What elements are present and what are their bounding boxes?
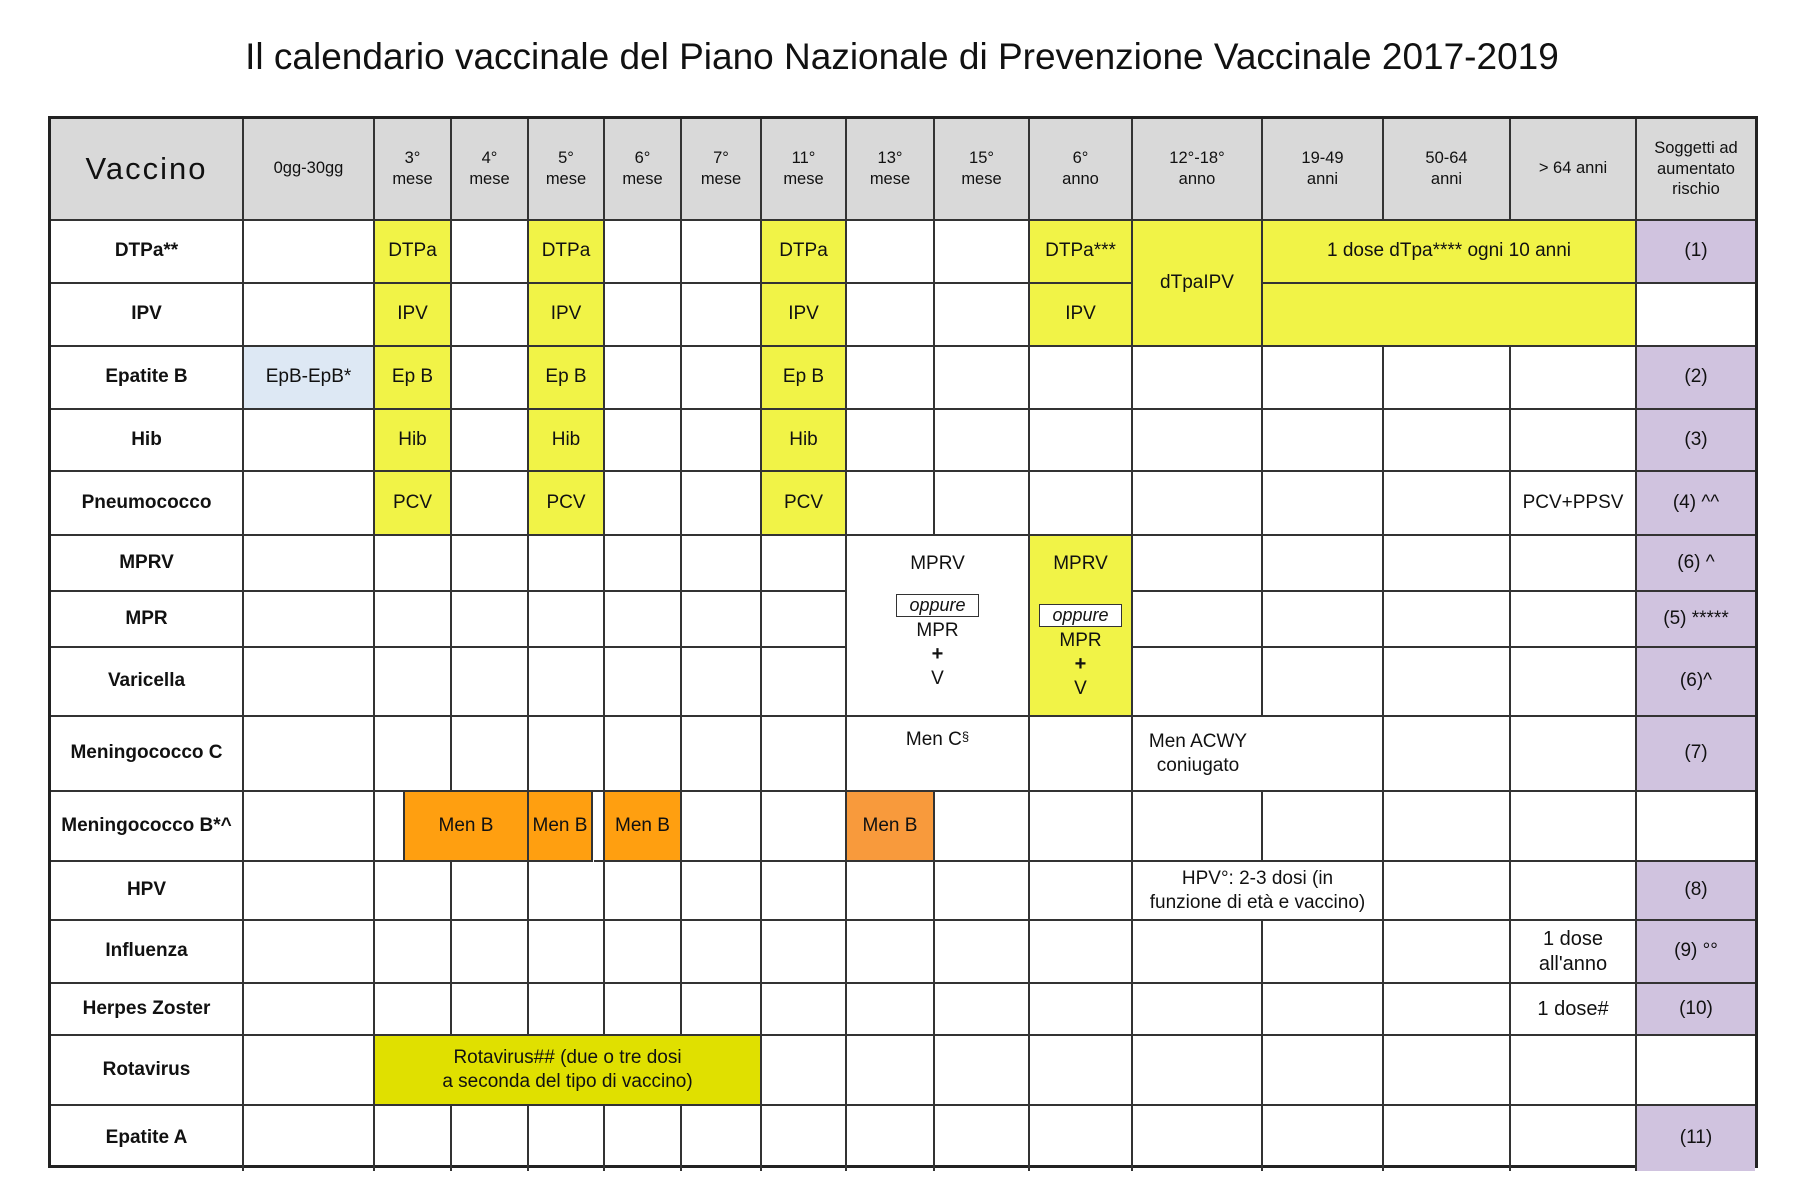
dose-rotavirus: Rotavirus## (due o tre dosi a seconda del tipo di vaccino) xyxy=(375,1036,762,1106)
header-6-anno: 6° anno xyxy=(1030,119,1133,221)
cell-empty xyxy=(244,648,375,717)
dose-dtpa-6y: DTPa*** xyxy=(1030,221,1133,284)
dose-pcv-3m: PCV xyxy=(375,472,452,536)
cell-empty xyxy=(762,717,847,792)
cell-empty xyxy=(1511,410,1637,472)
cell-empty xyxy=(244,1036,375,1106)
cell-empty xyxy=(244,472,375,536)
oppure-label: oppure xyxy=(896,594,978,617)
cell-empty xyxy=(605,921,682,984)
cell-empty xyxy=(1511,1036,1637,1106)
cell-empty xyxy=(1511,862,1637,921)
cell-empty xyxy=(529,536,605,592)
cell-empty xyxy=(1637,792,1755,862)
risk-note-dtpa: (1) xyxy=(1637,221,1755,284)
cell-empty xyxy=(762,1036,847,1106)
cell-empty xyxy=(605,717,682,792)
cell-empty xyxy=(452,284,529,347)
risk-note-mprv: (6) ^ xyxy=(1637,536,1755,592)
cell-empty xyxy=(1384,921,1511,984)
dose-dtpa-adult-booster: 1 dose dTpa**** ogni 10 anni xyxy=(1263,221,1637,284)
cell-empty xyxy=(375,717,452,792)
cell-empty xyxy=(1133,921,1263,984)
row-label-hpv: HPV xyxy=(51,862,244,921)
header-12-18-anno: 12°-18° anno xyxy=(1133,119,1263,221)
cell-empty xyxy=(1511,1106,1637,1171)
cell-empty xyxy=(1263,347,1384,410)
cell-empty xyxy=(452,221,529,284)
cell-empty xyxy=(375,1106,452,1171)
cell-empty xyxy=(452,536,529,592)
cell-empty xyxy=(1133,536,1263,592)
cell-empty xyxy=(1511,717,1637,792)
risk-note-epb: (2) xyxy=(1637,347,1755,410)
dose-hib-11m: Hib xyxy=(762,410,847,472)
cell-empty xyxy=(762,984,847,1036)
cell-empty xyxy=(682,347,762,410)
cell-empty xyxy=(244,592,375,648)
row-label-pneumococco: Pneumococco xyxy=(51,472,244,536)
cell-empty xyxy=(762,921,847,984)
dose-dtpaipv-12-18y: dTpaIPV xyxy=(1133,221,1263,347)
cell-empty xyxy=(1133,347,1263,410)
cell-empty xyxy=(847,862,935,921)
cell-empty xyxy=(1133,472,1263,536)
cell-empty xyxy=(452,717,529,792)
cell-empty xyxy=(1133,410,1263,472)
cell-empty xyxy=(682,862,762,921)
cell-empty xyxy=(847,347,935,410)
cell-empty xyxy=(452,984,529,1036)
header-13-mese: 13° mese xyxy=(847,119,935,221)
dose-mpr-v-alt-6y xyxy=(1030,592,1133,717)
cell-empty xyxy=(244,984,375,1036)
header-4-mese: 4° mese xyxy=(452,119,529,221)
header-5-mese: 5° mese xyxy=(529,119,605,221)
cell-empty xyxy=(847,921,935,984)
cell-empty xyxy=(375,921,452,984)
cell-empty xyxy=(1384,472,1511,536)
cell-empty xyxy=(375,862,452,921)
cell-empty xyxy=(1263,592,1384,648)
cell-empty xyxy=(682,410,762,472)
row-label-dtpa: DTPa** xyxy=(51,221,244,284)
cell-empty xyxy=(452,921,529,984)
header-soggetti-rischio: Soggetti ad aumentato rischio xyxy=(1637,119,1755,221)
cell-empty xyxy=(1030,717,1133,792)
dose-zoster-over64: 1 dose# xyxy=(1511,984,1637,1036)
cell-empty xyxy=(529,648,605,717)
cell-empty xyxy=(762,792,847,862)
cell-empty xyxy=(244,921,375,984)
cell-empty xyxy=(1384,1106,1511,1171)
header-15-mese: 15° mese xyxy=(935,119,1030,221)
dose-mprv-13-15m: MPRV xyxy=(847,536,1030,592)
cell-empty xyxy=(847,410,935,472)
cell-empty xyxy=(605,284,682,347)
cell-empty xyxy=(529,921,605,984)
dose-mpr-v-alt-13-15m xyxy=(847,592,1030,717)
cell-empty xyxy=(375,536,452,592)
cell-empty xyxy=(1263,410,1384,472)
cell-empty xyxy=(244,536,375,592)
cell-empty xyxy=(847,1106,935,1171)
cell-empty xyxy=(1263,984,1384,1036)
header-7-mese: 7° mese xyxy=(682,119,762,221)
risk-note-epa: (11) xyxy=(1637,1106,1755,1171)
cell-empty xyxy=(847,1036,935,1106)
cell-empty xyxy=(935,472,1030,536)
risk-note-varicella: (6)^ xyxy=(1637,648,1755,717)
dose-hpv-12-18y: HPV°: 2-3 dosi (in funzione di età e vaccino) xyxy=(1133,862,1384,921)
cell-empty xyxy=(375,648,452,717)
cell-empty xyxy=(452,347,529,410)
cell-empty xyxy=(682,648,762,717)
row-label-rotavirus: Rotavirus xyxy=(51,1036,244,1106)
cell-empty xyxy=(452,410,529,472)
dose-pcv-5m: PCV xyxy=(529,472,605,536)
cell-empty xyxy=(1263,792,1384,862)
cell-empty xyxy=(605,984,682,1036)
cell-empty xyxy=(1263,921,1384,984)
cell-empty xyxy=(935,347,1030,410)
dose-ipv-5m: IPV xyxy=(529,284,605,347)
cell-empty xyxy=(452,472,529,536)
cell-empty xyxy=(1133,984,1263,1036)
cell-empty xyxy=(1030,1106,1133,1171)
mpr-label: MPR xyxy=(1059,629,1102,651)
cell-empty xyxy=(682,984,762,1036)
cell-empty xyxy=(594,792,605,862)
dose-dtpa-3m: DTPa xyxy=(375,221,452,284)
cell-empty xyxy=(1030,921,1133,984)
cell-empty xyxy=(1637,284,1755,347)
cell-empty xyxy=(682,472,762,536)
cell-empty xyxy=(847,221,935,284)
cell-empty xyxy=(605,410,682,472)
cell-empty xyxy=(1511,347,1637,410)
row-label-influenza: Influenza xyxy=(51,921,244,984)
cell-empty xyxy=(682,284,762,347)
cell-empty xyxy=(762,592,847,648)
dose-epb-11m: Ep B xyxy=(762,347,847,410)
dose-epb-3m: Ep B xyxy=(375,347,452,410)
cell-empty xyxy=(1263,1036,1384,1106)
dose-menb-2: Men B xyxy=(529,792,593,862)
cell-empty xyxy=(1263,648,1384,717)
cell-empty xyxy=(1511,792,1637,862)
cell-empty xyxy=(1263,536,1384,592)
cell-empty xyxy=(682,1106,762,1171)
cell-empty xyxy=(1263,717,1384,792)
row-label-ipv: IPV xyxy=(51,284,244,347)
cell-empty xyxy=(682,221,762,284)
v-label: V xyxy=(1074,678,1087,700)
row-label-meningococco-c: Meningococco C xyxy=(51,717,244,792)
cell-empty xyxy=(244,410,375,472)
risk-note-zoster: (10) xyxy=(1637,984,1755,1036)
cell-empty xyxy=(935,1036,1030,1106)
risk-note-hpv: (8) xyxy=(1637,862,1755,921)
cell-empty xyxy=(1637,1036,1755,1106)
dose-ipv-adult-band xyxy=(1263,284,1637,347)
cell-empty xyxy=(1133,792,1263,862)
risk-note-menc: (7) xyxy=(1637,717,1755,792)
risk-note-flu: (9) °° xyxy=(1637,921,1755,984)
cell-empty xyxy=(605,1106,682,1171)
dose-ipv-11m: IPV xyxy=(762,284,847,347)
header-over-64-anni: > 64 anni xyxy=(1511,119,1637,221)
cell-empty xyxy=(935,221,1030,284)
dose-flu-over64: 1 dose all'anno xyxy=(1511,921,1637,984)
mpr-label: MPR xyxy=(916,619,959,641)
cell-empty xyxy=(605,221,682,284)
plus-sign: + xyxy=(1074,653,1087,676)
cell-empty xyxy=(605,536,682,592)
header-0-30gg: 0gg-30gg xyxy=(244,119,375,221)
v-label: V xyxy=(931,668,944,690)
cell-empty xyxy=(935,921,1030,984)
cell-empty xyxy=(244,792,375,862)
cell-empty xyxy=(529,1106,605,1171)
cell-empty xyxy=(1030,862,1133,921)
dose-menb-3: Men B xyxy=(605,792,682,862)
cell-empty xyxy=(682,792,762,862)
header-19-49-anni: 19-49 anni xyxy=(1263,119,1384,221)
row-label-mprv: MPRV xyxy=(51,536,244,592)
cell-empty xyxy=(847,284,935,347)
cell-empty xyxy=(1384,648,1511,717)
dose-ipv-6y: IPV xyxy=(1030,284,1133,347)
cell-empty xyxy=(529,984,605,1036)
risk-note-pneumo: (4) ^^ xyxy=(1637,472,1755,536)
dose-hib-5m: Hib xyxy=(529,410,605,472)
cell-empty xyxy=(244,221,375,284)
dose-mprv-6y: MPRV xyxy=(1030,536,1133,592)
cell-empty xyxy=(375,984,452,1036)
cell-empty xyxy=(1030,1036,1133,1106)
dose-hib-3m: Hib xyxy=(375,410,452,472)
header-3-mese: 3° mese xyxy=(375,119,452,221)
dose-dtpa-11m: DTPa xyxy=(762,221,847,284)
cell-empty xyxy=(682,717,762,792)
header-vaccino: Vaccino xyxy=(51,119,244,221)
cell-empty xyxy=(605,347,682,410)
cell-empty xyxy=(1263,1106,1384,1171)
header-11-mese: 11° mese xyxy=(762,119,847,221)
cell-empty xyxy=(529,862,605,921)
cell-empty xyxy=(1384,410,1511,472)
cell-empty xyxy=(1511,648,1637,717)
cell-empty xyxy=(1030,472,1133,536)
cell-empty xyxy=(452,1106,529,1171)
cell-empty xyxy=(1511,536,1637,592)
risk-note-hib: (3) xyxy=(1637,410,1755,472)
cell-empty xyxy=(935,1106,1030,1171)
dose-menb-1: Men B xyxy=(403,792,529,862)
row-label-hib: Hib xyxy=(51,410,244,472)
dose-epb-birth: EpB-EpB* xyxy=(244,347,375,410)
cell-empty xyxy=(1030,792,1133,862)
cell-empty xyxy=(935,984,1030,1036)
row-label-varicella: Varicella xyxy=(51,648,244,717)
row-label-herpes-zoster: Herpes Zoster xyxy=(51,984,244,1036)
cell-empty xyxy=(1384,984,1511,1036)
cell-empty xyxy=(935,792,1030,862)
cell-empty xyxy=(605,648,682,717)
header-50-64-anni: 50-64 anni xyxy=(1384,119,1511,221)
cell-empty xyxy=(1133,1106,1263,1171)
cell-empty xyxy=(1384,792,1511,862)
plus-sign: + xyxy=(931,643,944,666)
page-title: Il calendario vaccinale del Piano Nazionale di Prevenzione Vaccinale 2017-2019 xyxy=(245,36,1559,77)
dose-pcv-ppsv-over64: PCV+PPSV xyxy=(1511,472,1637,536)
cell-empty xyxy=(1133,648,1263,717)
cell-empty xyxy=(605,862,682,921)
dose-ipv-3m: IPV xyxy=(375,284,452,347)
cell-empty xyxy=(244,284,375,347)
cell-empty xyxy=(935,410,1030,472)
cell-empty xyxy=(682,536,762,592)
cell-empty xyxy=(1030,410,1133,472)
cell-empty xyxy=(847,984,935,1036)
cell-empty xyxy=(1384,347,1511,410)
cell-empty xyxy=(1384,592,1511,648)
cell-empty xyxy=(1133,1036,1263,1106)
cell-empty xyxy=(605,592,682,648)
cell-empty xyxy=(1384,1036,1511,1106)
cell-empty xyxy=(682,921,762,984)
cell-empty xyxy=(1030,347,1133,410)
cell-empty xyxy=(529,717,605,792)
dose-menacwy-12-18y: Men ACWY coniugato xyxy=(1133,717,1263,792)
cell-empty xyxy=(1384,536,1511,592)
cell-empty xyxy=(1384,862,1511,921)
cell-empty xyxy=(244,717,375,792)
dose-menb-4: Men B xyxy=(847,792,935,862)
row-label-mpr: MPR xyxy=(51,592,244,648)
row-label-epatite-b: Epatite B xyxy=(51,347,244,410)
row-label-meningococco-b: Meningococco B*^ xyxy=(51,792,244,862)
cell-empty xyxy=(529,592,605,648)
cell-empty xyxy=(1030,984,1133,1036)
cell-empty xyxy=(1263,472,1384,536)
cell-empty xyxy=(682,592,762,648)
cell-empty xyxy=(375,592,452,648)
cell-empty xyxy=(762,862,847,921)
cell-empty xyxy=(605,472,682,536)
dose-pcv-11m: PCV xyxy=(762,472,847,536)
cell-empty xyxy=(935,284,1030,347)
cell-empty xyxy=(452,648,529,717)
cell-empty xyxy=(244,862,375,921)
dose-menc-13-15m: Men C § xyxy=(847,717,1030,792)
cell-empty xyxy=(452,862,529,921)
cell-empty xyxy=(935,862,1030,921)
cell-empty xyxy=(244,1106,375,1171)
vaccination-calendar-table xyxy=(48,116,1758,1168)
oppure-label: oppure xyxy=(1039,604,1121,627)
cell-empty xyxy=(762,1106,847,1171)
cell-empty xyxy=(762,648,847,717)
risk-note-mpr: (5) ***** xyxy=(1637,592,1755,648)
cell-empty xyxy=(452,592,529,648)
dose-epb-5m: Ep B xyxy=(529,347,605,410)
cell-empty xyxy=(762,536,847,592)
dose-dtpa-5m: DTPa xyxy=(529,221,605,284)
header-6-mese: 6° mese xyxy=(605,119,682,221)
cell-empty xyxy=(847,472,935,536)
row-label-epatite-a: Epatite A xyxy=(51,1106,244,1171)
cell-empty xyxy=(1384,717,1511,792)
cell-empty xyxy=(1511,592,1637,648)
cell-empty xyxy=(1133,592,1263,648)
